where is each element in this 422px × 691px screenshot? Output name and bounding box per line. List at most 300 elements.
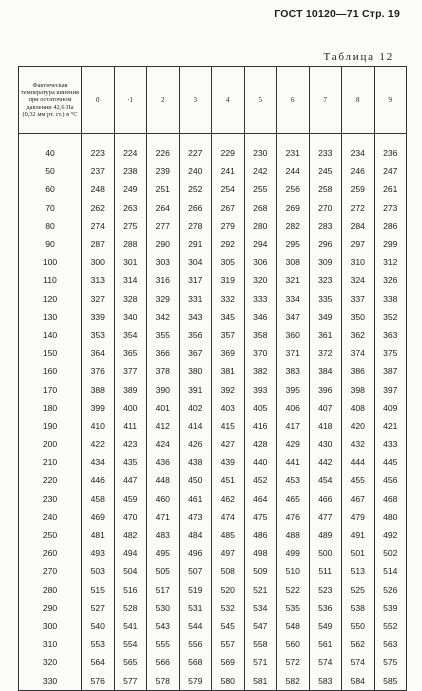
- table-row: [19, 671, 407, 690]
- value-cell: 579: [179, 671, 212, 690]
- value-cell: 422: [82, 435, 115, 453]
- value-cell: 466: [309, 490, 342, 508]
- value-cell: 234: [342, 144, 375, 162]
- value-cell: 327: [82, 290, 115, 308]
- value-cell: 283: [309, 217, 342, 235]
- value-cell: 273: [374, 199, 407, 217]
- table-body: [19, 134, 407, 691]
- value-cell: 300: [82, 253, 115, 271]
- temperature-cell: 250: [19, 526, 82, 544]
- value-cell: 248: [82, 180, 115, 198]
- value-cell: 258: [309, 180, 342, 198]
- value-cell: 339: [82, 308, 115, 326]
- value-cell: 267: [212, 199, 245, 217]
- value-cell: 454: [309, 471, 342, 489]
- value-cell: 229: [212, 144, 245, 162]
- temperature-cell: 100: [19, 253, 82, 271]
- temperature-cell: 50: [19, 162, 82, 180]
- temperature-cell: 220: [19, 471, 82, 489]
- temperature-cell: 120: [19, 290, 82, 308]
- value-cell: 254: [212, 180, 245, 198]
- table-row: [19, 162, 407, 180]
- value-cell: 527: [82, 599, 115, 617]
- value-cell: 416: [244, 417, 277, 435]
- value-cell: 343: [179, 308, 212, 326]
- value-cell: 239: [147, 162, 180, 180]
- value-cell: 312: [374, 253, 407, 271]
- value-cell: 464: [244, 490, 277, 508]
- value-cell: 459: [114, 490, 147, 508]
- value-cell: 266: [179, 199, 212, 217]
- value-cell: 540: [82, 617, 115, 635]
- value-cell: 306: [244, 253, 277, 271]
- table-row: [19, 581, 407, 599]
- value-cell: 412: [147, 417, 180, 435]
- value-cell: 488: [277, 526, 310, 544]
- temperature-cell: 80: [19, 217, 82, 235]
- value-cell: 402: [179, 399, 212, 417]
- value-cell: 461: [179, 490, 212, 508]
- value-cell: 484: [179, 526, 212, 544]
- value-cell: 223: [82, 144, 115, 162]
- temperature-cell: 310: [19, 635, 82, 653]
- value-cell: 349: [309, 308, 342, 326]
- value-cell: 277: [147, 217, 180, 235]
- value-cell: 295: [277, 235, 310, 253]
- value-cell: 269: [277, 199, 310, 217]
- value-cell: 543: [147, 617, 180, 635]
- value-cell: 452: [244, 471, 277, 489]
- value-cell: 470: [114, 508, 147, 526]
- table-row: [19, 417, 407, 435]
- value-cell: 376: [82, 362, 115, 380]
- temperature-cell: 140: [19, 326, 82, 344]
- value-cell: 296: [309, 235, 342, 253]
- value-cell: 237: [82, 162, 115, 180]
- table-row: [19, 144, 407, 162]
- value-cell: 347: [277, 308, 310, 326]
- value-cell: 332: [212, 290, 245, 308]
- table-row: [19, 453, 407, 471]
- temperature-cell: 280: [19, 581, 82, 599]
- value-cell: 432: [342, 435, 375, 453]
- value-cell: 513: [342, 562, 375, 580]
- value-cell: 583: [309, 671, 342, 690]
- temperature-cell: 110: [19, 271, 82, 289]
- value-cell: 492: [374, 526, 407, 544]
- table-row: [19, 380, 407, 398]
- value-cell: 424: [147, 435, 180, 453]
- value-cell: 469: [82, 508, 115, 526]
- value-cell: 264: [147, 199, 180, 217]
- value-cell: 581: [244, 671, 277, 690]
- column-header: 4: [212, 67, 245, 134]
- temperature-cell: 240: [19, 508, 82, 526]
- value-cell: 421: [374, 417, 407, 435]
- value-cell: 561: [309, 635, 342, 653]
- value-cell: 313: [82, 271, 115, 289]
- value-cell: 357: [212, 326, 245, 344]
- value-cell: 323: [309, 271, 342, 289]
- column-header: 8: [342, 67, 375, 134]
- value-cell: 346: [244, 308, 277, 326]
- value-cell: 563: [374, 635, 407, 653]
- value-cell: 386: [342, 362, 375, 380]
- value-cell: 539: [374, 599, 407, 617]
- value-cell: 353: [82, 326, 115, 344]
- value-cell: 399: [82, 399, 115, 417]
- value-cell: 510: [277, 562, 310, 580]
- value-cell: 363: [374, 326, 407, 344]
- table-row: [19, 399, 407, 417]
- value-cell: 301: [114, 253, 147, 271]
- value-cell: 338: [374, 290, 407, 308]
- temperature-cell: 260: [19, 544, 82, 562]
- value-cell: 414: [179, 417, 212, 435]
- value-cell: 251: [147, 180, 180, 198]
- table-row: [19, 344, 407, 362]
- value-cell: 447: [114, 471, 147, 489]
- value-cell: 448: [147, 471, 180, 489]
- value-cell: 294: [244, 235, 277, 253]
- value-cell: 557: [212, 635, 245, 653]
- value-cell: 378: [147, 362, 180, 380]
- value-cell: 496: [179, 544, 212, 562]
- value-cell: 566: [147, 653, 180, 671]
- value-cell: 485: [212, 526, 245, 544]
- value-cell: 227: [179, 144, 212, 162]
- value-cell: 486: [244, 526, 277, 544]
- temperature-cell: 150: [19, 344, 82, 362]
- value-cell: 442: [309, 453, 342, 471]
- value-cell: 505: [147, 562, 180, 580]
- temperature-cell: 270: [19, 562, 82, 580]
- value-cell: 292: [212, 235, 245, 253]
- table-row: [19, 508, 407, 526]
- value-cell: 423: [114, 435, 147, 453]
- value-cell: 445: [374, 453, 407, 471]
- value-cell: 242: [244, 162, 277, 180]
- temperature-cell: 300: [19, 617, 82, 635]
- table-row: [19, 180, 407, 198]
- value-cell: 365: [114, 344, 147, 362]
- value-cell: 317: [179, 271, 212, 289]
- value-cell: 436: [147, 453, 180, 471]
- value-cell: 326: [374, 271, 407, 289]
- value-cell: 493: [82, 544, 115, 562]
- value-cell: 406: [277, 399, 310, 417]
- table-row: [19, 308, 407, 326]
- temperature-cell: 320: [19, 653, 82, 671]
- value-cell: 479: [342, 508, 375, 526]
- temperature-cell: 210: [19, 453, 82, 471]
- value-cell: 514: [374, 562, 407, 580]
- value-cell: 408: [342, 399, 375, 417]
- value-cell: 578: [147, 671, 180, 690]
- value-cell: 564: [82, 653, 115, 671]
- value-cell: 381: [212, 362, 245, 380]
- value-cell: 320: [244, 271, 277, 289]
- value-cell: 286: [374, 217, 407, 235]
- value-cell: 497: [212, 544, 245, 562]
- value-cell: 356: [179, 326, 212, 344]
- value-cell: 233: [309, 144, 342, 162]
- value-cell: 580: [212, 671, 245, 690]
- value-cell: 282: [277, 217, 310, 235]
- table-row: [19, 217, 407, 235]
- value-cell: 520: [212, 581, 245, 599]
- value-cell: 500: [309, 544, 342, 562]
- value-cell: 509: [244, 562, 277, 580]
- table-row: [19, 290, 407, 308]
- value-cell: 245: [309, 162, 342, 180]
- table-row: [19, 544, 407, 562]
- column-header-temperature: Фактическая температура кипения при остаточном давлении 42,6 Па (0,32 мм рт. ст.) в °С: [19, 67, 82, 134]
- value-cell: 499: [277, 544, 310, 562]
- value-cell: 538: [342, 599, 375, 617]
- value-cell: 458: [82, 490, 115, 508]
- value-cell: 366: [147, 344, 180, 362]
- column-header: 3: [179, 67, 212, 134]
- value-cell: 280: [244, 217, 277, 235]
- value-cell: 475: [244, 508, 277, 526]
- value-cell: 465: [277, 490, 310, 508]
- value-cell: 393: [244, 380, 277, 398]
- value-cell: 360: [277, 326, 310, 344]
- value-cell: 548: [277, 617, 310, 635]
- value-cell: 549: [309, 617, 342, 635]
- value-cell: 268: [244, 199, 277, 217]
- value-cell: 261: [374, 180, 407, 198]
- value-cell: 291: [179, 235, 212, 253]
- table-row: [19, 362, 407, 380]
- value-cell: 491: [342, 526, 375, 544]
- value-cell: 246: [342, 162, 375, 180]
- table-row: [19, 271, 407, 289]
- value-cell: 290: [147, 235, 180, 253]
- value-cell: 550: [342, 617, 375, 635]
- table-row: [19, 326, 407, 344]
- value-cell: 460: [147, 490, 180, 508]
- value-cell: 383: [277, 362, 310, 380]
- value-cell: 569: [212, 653, 245, 671]
- value-cell: 575: [374, 653, 407, 671]
- value-cell: 395: [277, 380, 310, 398]
- value-cell: 374: [342, 344, 375, 362]
- value-cell: 450: [179, 471, 212, 489]
- value-cell: 451: [212, 471, 245, 489]
- value-cell: 238: [114, 162, 147, 180]
- value-cell: 428: [244, 435, 277, 453]
- value-cell: 519: [179, 581, 212, 599]
- value-cell: 552: [374, 617, 407, 635]
- column-header: 5: [244, 67, 277, 134]
- value-cell: 429: [277, 435, 310, 453]
- value-cell: 309: [309, 253, 342, 271]
- value-cell: 308: [277, 253, 310, 271]
- value-cell: 547: [244, 617, 277, 635]
- value-cell: 507: [179, 562, 212, 580]
- value-cell: 319: [212, 271, 245, 289]
- value-cell: 355: [147, 326, 180, 344]
- value-cell: 528: [114, 599, 147, 617]
- value-cell: 270: [309, 199, 342, 217]
- value-cell: 530: [147, 599, 180, 617]
- value-cell: 501: [342, 544, 375, 562]
- value-cell: 576: [82, 671, 115, 690]
- value-cell: 392: [212, 380, 245, 398]
- value-cell: 389: [114, 380, 147, 398]
- value-cell: 426: [179, 435, 212, 453]
- value-cell: 572: [277, 653, 310, 671]
- value-cell: 321: [277, 271, 310, 289]
- value-cell: 471: [147, 508, 180, 526]
- value-cell: 473: [179, 508, 212, 526]
- value-cell: 350: [342, 308, 375, 326]
- value-cell: 545: [212, 617, 245, 635]
- value-cell: 438: [179, 453, 212, 471]
- value-cell: 372: [309, 344, 342, 362]
- value-cell: 494: [114, 544, 147, 562]
- table-row: [19, 253, 407, 271]
- value-cell: 467: [342, 490, 375, 508]
- value-cell: 278: [179, 217, 212, 235]
- value-cell: 375: [374, 344, 407, 362]
- table-row: [19, 617, 407, 635]
- value-cell: 477: [309, 508, 342, 526]
- value-cell: 409: [374, 399, 407, 417]
- value-cell: 523: [309, 581, 342, 599]
- value-cell: 444: [342, 453, 375, 471]
- value-cell: 236: [374, 144, 407, 162]
- value-cell: 275: [114, 217, 147, 235]
- temperature-cell: 190: [19, 417, 82, 435]
- value-cell: 255: [244, 180, 277, 198]
- value-cell: 415: [212, 417, 245, 435]
- value-cell: 231: [277, 144, 310, 162]
- column-header: 2: [147, 67, 180, 134]
- value-cell: 504: [114, 562, 147, 580]
- value-cell: 400: [114, 399, 147, 417]
- value-cell: 331: [179, 290, 212, 308]
- temperature-cell: 60: [19, 180, 82, 198]
- table-row: [19, 235, 407, 253]
- table-spacer-row: [19, 134, 407, 145]
- table-row: [19, 635, 407, 653]
- value-cell: 272: [342, 199, 375, 217]
- value-cell: 558: [244, 635, 277, 653]
- value-cell: 511: [309, 562, 342, 580]
- value-cell: 508: [212, 562, 245, 580]
- value-cell: 439: [212, 453, 245, 471]
- column-header: ·1: [114, 67, 147, 134]
- value-cell: 440: [244, 453, 277, 471]
- value-cell: 417: [277, 417, 310, 435]
- value-cell: 299: [374, 235, 407, 253]
- value-cell: 435: [114, 453, 147, 471]
- value-cell: 247: [374, 162, 407, 180]
- value-cell: 224: [114, 144, 147, 162]
- value-cell: 582: [277, 671, 310, 690]
- value-cell: 316: [147, 271, 180, 289]
- value-cell: 503: [82, 562, 115, 580]
- value-cell: 354: [114, 326, 147, 344]
- value-cell: 456: [374, 471, 407, 489]
- value-cell: 396: [309, 380, 342, 398]
- value-cell: 521: [244, 581, 277, 599]
- value-cell: 398: [342, 380, 375, 398]
- value-cell: 259: [342, 180, 375, 198]
- value-cell: 370: [244, 344, 277, 362]
- value-cell: 433: [374, 435, 407, 453]
- value-cell: 297: [342, 235, 375, 253]
- value-cell: 384: [309, 362, 342, 380]
- table-row: [19, 199, 407, 217]
- value-cell: 483: [147, 526, 180, 544]
- value-cell: 287: [82, 235, 115, 253]
- value-cell: 380: [179, 362, 212, 380]
- value-cell: 522: [277, 581, 310, 599]
- temperature-cell: 40: [19, 144, 82, 162]
- value-cell: 252: [179, 180, 212, 198]
- value-cell: 230: [244, 144, 277, 162]
- value-cell: 367: [179, 344, 212, 362]
- value-cell: 526: [374, 581, 407, 599]
- temperature-cell: 170: [19, 380, 82, 398]
- value-cell: 420: [342, 417, 375, 435]
- value-cell: 541: [114, 617, 147, 635]
- value-cell: 403: [212, 399, 245, 417]
- value-cell: 446: [82, 471, 115, 489]
- value-cell: 468: [374, 490, 407, 508]
- value-cell: 279: [212, 217, 245, 235]
- value-cell: 562: [342, 635, 375, 653]
- value-cell: 441: [277, 453, 310, 471]
- value-cell: 476: [277, 508, 310, 526]
- value-cell: 288: [114, 235, 147, 253]
- value-cell: 498: [244, 544, 277, 562]
- value-cell: 574: [342, 653, 375, 671]
- value-cell: 556: [179, 635, 212, 653]
- value-cell: 249: [114, 180, 147, 198]
- value-cell: 565: [114, 653, 147, 671]
- value-cell: 401: [147, 399, 180, 417]
- value-cell: 358: [244, 326, 277, 344]
- value-cell: 244: [277, 162, 310, 180]
- value-cell: 560: [277, 635, 310, 653]
- value-cell: 369: [212, 344, 245, 362]
- value-cell: 585: [374, 671, 407, 690]
- value-cell: 430: [309, 435, 342, 453]
- value-cell: 340: [114, 308, 147, 326]
- value-cell: 361: [309, 326, 342, 344]
- table-row: [19, 526, 407, 544]
- table-row: [19, 490, 407, 508]
- column-header: 7: [309, 67, 342, 134]
- table-row: [19, 599, 407, 617]
- temperature-cell: 90: [19, 235, 82, 253]
- column-header: 6: [277, 67, 310, 134]
- value-cell: 262: [82, 199, 115, 217]
- table-header-row: [19, 67, 407, 134]
- value-cell: 534: [244, 599, 277, 617]
- value-cell: 328: [114, 290, 147, 308]
- value-cell: 434: [82, 453, 115, 471]
- temperature-cell: 130: [19, 308, 82, 326]
- value-cell: 387: [374, 362, 407, 380]
- table-row: [19, 562, 407, 580]
- value-cell: 362: [342, 326, 375, 344]
